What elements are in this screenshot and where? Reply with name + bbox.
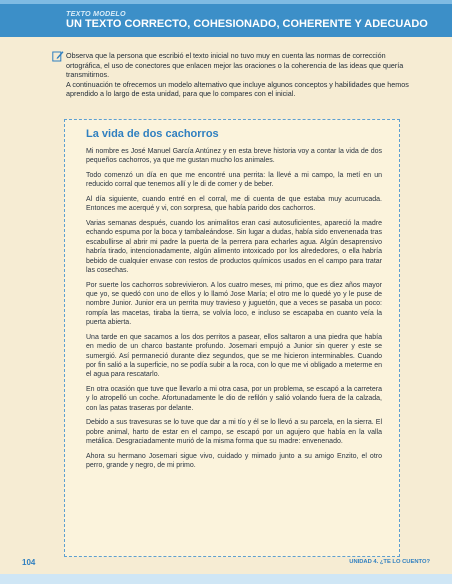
section-title: UN TEXTO CORRECTO, COHESIONADO, COHERENTE Y ADECUADO: [66, 18, 428, 30]
story-paragraph: Varias semanas después, cuando los animalitos eran casi autosuficientes, apareció la madre echando espuma por la boca y tambaleándose. Sin lugar a dudas, había sido envenenada tras escabullirse al abrir mi padre la puerta de la perrera para echarles agua. Algún desaprensivo habría tirado, intencionadamente, algún alimento intoxicado por los alrededores, o ella habría bebido de cualquier envase con restos de productos químicos usados en el campo para tratar las cosechas.: [86, 220, 382, 275]
section-header: [0, 0, 452, 37]
story-paragraph: En otra ocasión que tuve que llevarlo a mi otra casa, por un problema, se escapó a la carretera y lo atropelló un coche. Afortunadamente le dio de refilón y salió volando fuera de la calzada, con las patas traseras por delante.: [86, 386, 382, 412]
intro-text: [66, 51, 416, 99]
story-paragraph: Al día siguiente, cuando entré en el corral, me di cuenta de que estaba muy acurrucada. Entonces me acerqué y vi, con sorpresa, que había parido dos cachorros.: [86, 196, 382, 213]
story-paragraph: Mi nombre es José Manuel García Antúnez y en esta breve historia voy a contar la vida de dos pequeños cachorros, ya que me gustan mucho los animales.: [86, 148, 382, 165]
page-number: 104: [22, 558, 36, 567]
intro-paragraph: Observa que la persona que escribió el texto inicial no tuvo muy en cuenta las normas de corrección ortográfica, el uso de conectores que enlacen mejor las oraciones o la coherencia de las ideas que quería transmitirnos.: [66, 51, 404, 80]
story-paragraph: Por suerte los cachorros sobrevivieron. A los cuatro meses, mi primo, que es diez años mayor que yo, se quedó con uno de ellos y lo llamó Jose María; el otro me lo quedé yo y le puse de nombre Junior. Junior era un perrita muy travieso y juguetón, que a veces se pasaba un poco: rompía las macetas, tiraba la tierra, se volvía loco, e incluso se escapaba en cuanto veía la puerta abierta.: [86, 281, 382, 327]
bottom-strip: [0, 574, 452, 584]
intro-paragraph: A continuación te ofrecemos un modelo alternativo que incluye algunos conceptos y habilidades que hemos aprendido a lo largo de esta unidad, para que lo compares con el inicial.: [66, 79, 409, 99]
pencil-note-icon: [52, 50, 64, 62]
story-title: La vida de dos cachorros: [86, 128, 219, 140]
header-top-strip: [0, 0, 452, 4]
section-kicker: TEXTO MODELO: [66, 9, 126, 18]
story-paragraph: Una tarde en que sacamos a los dos perritos a pasear, ellos saltaron a una piedra que había en medio de un charco bastante profundo. Josemari empujó a Junior sin querer y este se sumergió. Así permaneció durante diez segundos, que se me hicieron interminables. Cuando por fin salió a la superficie, no se podía subir a la roca, con lo que me vi obligado a meterme en el agua para rescatarlo.: [86, 333, 382, 379]
story-paragraph: Debido a sus travesuras se lo tuve que dar a mi tío y él se lo llevó a su parcela, en la sierra. El pobre animal, harto de estar en el campo, se escapó por un agujero que había en la valla metálica. Desgraciadamente murió de la misma forma que su madre: envenenado.: [86, 419, 382, 446]
story-paragraph: Todo comenzó un día en que me encontré una perrita: la llevé a mi campo, la metí en un reducido corral que tenemos allí y le di de comer y de beber.: [86, 172, 382, 189]
story-paragraph: Ahora su hermano Josemari sigue vivo, cuidado y mimado junto a su amigo Enzito, el otro perro, grande y negro, de mi primo.: [86, 452, 382, 470]
story-body: [86, 147, 382, 476]
unit-label: UNIDAD 4. ¿TE LO CUENTO?: [349, 559, 430, 565]
